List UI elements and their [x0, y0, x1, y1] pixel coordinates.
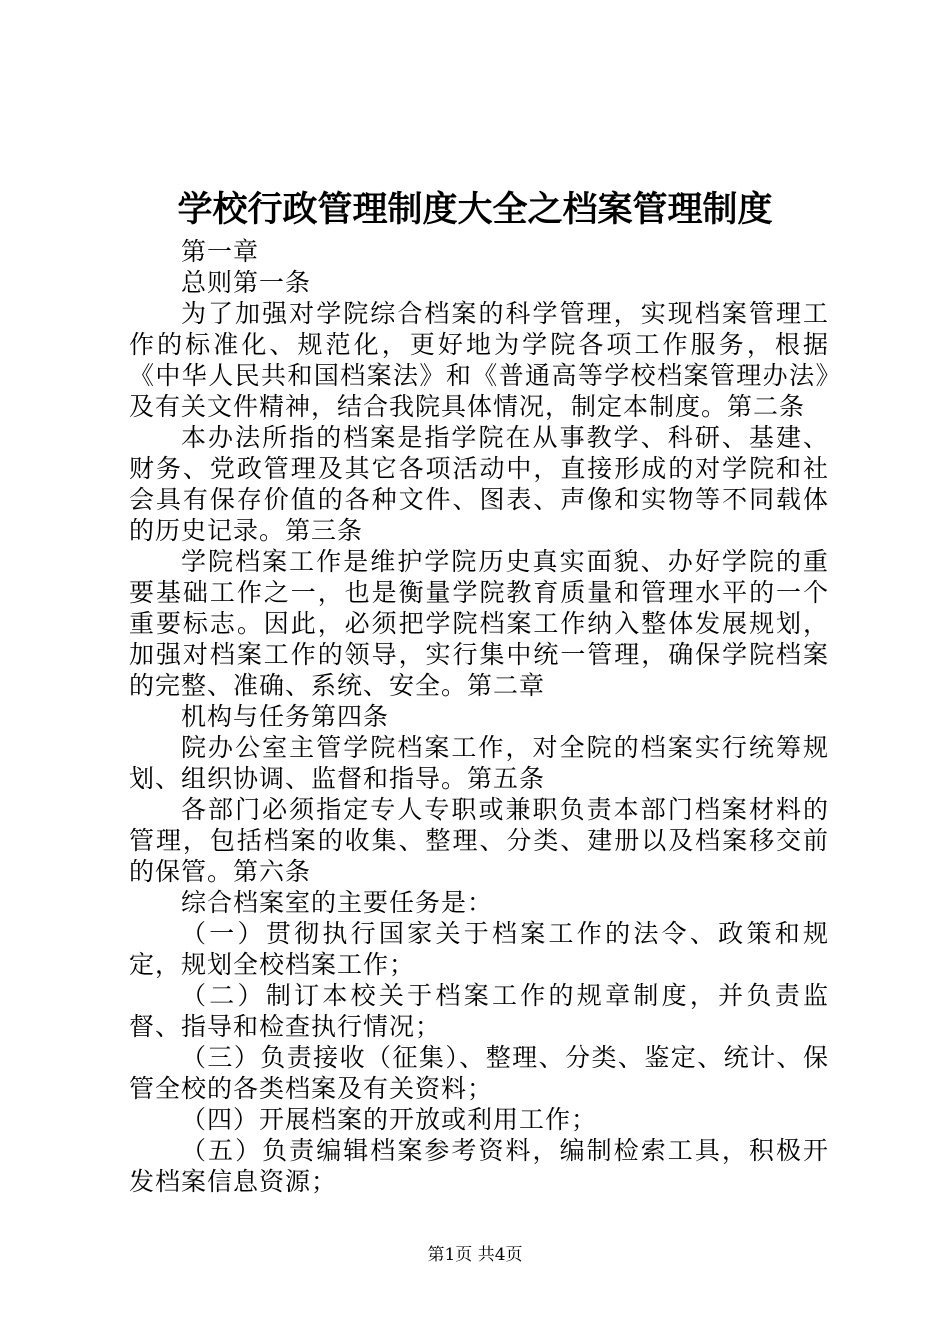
document-body — [129, 236, 829, 1197]
paragraph-archive-importance: 学院档案工作是维护学院历史真实面貌、办好学院的重要基础工作之一，也是衡量学院教育质量和管理水平的一个重要标志。因此，必须把学院档案工作纳入整体发展规划，加强对档案工作的领导，实行集中统一管理，确保学院档案的完整、准确、系统、安全。第二章 — [129, 547, 829, 700]
paragraph-general-article-1: 总则第一条 — [181, 268, 312, 297]
paragraph-chapter-1: 第一章 — [181, 237, 260, 266]
paragraph-task-4: （四）开展档案的开放或利用工作； — [181, 1105, 598, 1134]
paragraph-office-responsibility: 院办公室主管学院档案工作，对全院的档案实行统筹规划、组织协调、监督和指导。第五条 — [129, 733, 829, 793]
paragraph-task-1: （一）贯彻执行国家关于档案工作的法令、政策和规定，规划全校档案工作； — [129, 919, 829, 979]
document-title: 学校行政管理制度大全之档案管理制度 — [177, 189, 773, 230]
paragraph-organization-article-4: 机构与任务第四条 — [181, 702, 390, 731]
paragraph-purpose: 为了加强对学院综合档案的科学管理，实现档案管理工作的标准化、规范化，更好地为学院各项工作服务，根据《中华人民共和国档案法》和《普通高等学校档案管理办法》及有关文件精神，结合我院具体情况，制定本制度。第二条 — [129, 299, 829, 421]
paragraph-main-tasks: 综合档案室的主要任务是： — [181, 888, 494, 917]
paragraph-task-5: （五）负责编辑档案参考资料，编制检索工具，积极开发档案信息资源； — [129, 1136, 829, 1196]
page-footer: 第1页 共4页 — [427, 1245, 523, 1265]
paragraph-task-3: （三）负责接收（征集）、整理、分类、鉴定、统计、保管全校的各类档案及有关资料； — [129, 1043, 829, 1103]
paragraph-archive-definition: 本办法所指的档案是指学院在从事教学、科研、基建、财务、党政管理及其它各项活动中，直接形成的对学院和社会具有保存价值的各种文件、图表、声像和实物等不同载体的历史记录。第三条 — [129, 423, 829, 545]
paragraph-task-2: （二）制订本校关于档案工作的规章制度，并负责监督、指导和检查执行情况； — [129, 981, 829, 1041]
paragraph-department-duty: 各部门必须指定专人专职或兼职负责本部门档案材料的管理，包括档案的收集、整理、分类、建册以及档案移交前的保管。第六条 — [129, 795, 829, 886]
